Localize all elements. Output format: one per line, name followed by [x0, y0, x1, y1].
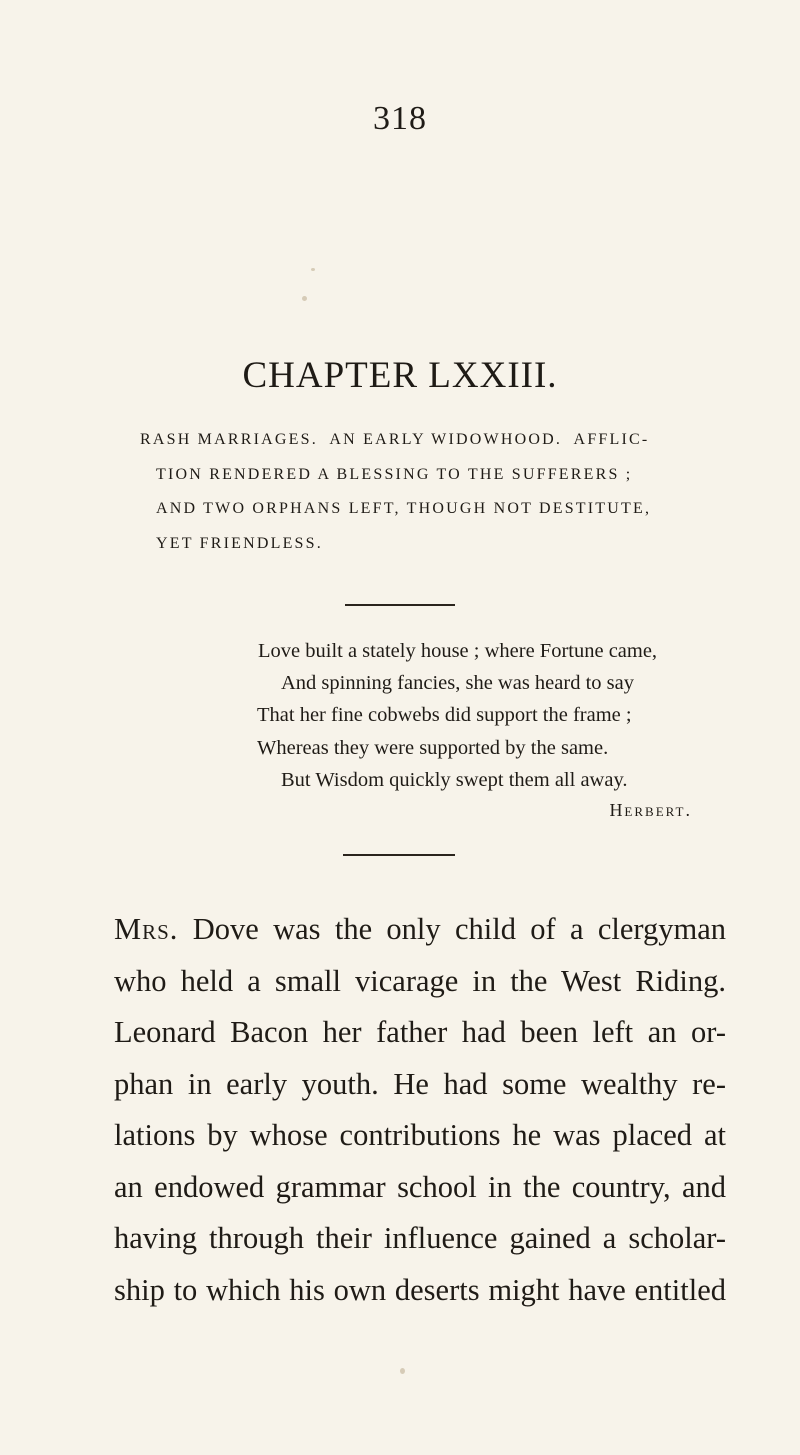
- paper-speck: [311, 268, 315, 271]
- divider-rule: [345, 604, 455, 606]
- paper-speck: [302, 296, 307, 301]
- divider-rule: [343, 854, 455, 856]
- argument-line: TION RENDERED A BLESSING TO THE SUFFERERS ;: [156, 465, 633, 483]
- epigraph-line: And spinning fancies, she was heard to say: [281, 672, 634, 694]
- argument-line: RASH MARRIAGES. AN EARLY WIDOWHOOD. AFFLIC-: [140, 431, 650, 448]
- epigraph-line: Whereas they were supported by the same.: [257, 737, 609, 759]
- body-line: who held a small vicarage in the West Riding.: [114, 963, 726, 998]
- body-line: phan in early youth. He had some wealthy re-: [114, 1066, 726, 1101]
- body-line: lations by whose contributions he was placed at: [114, 1118, 726, 1152]
- epigraph-line: But Wisdom quickly swept them all away.: [281, 769, 628, 791]
- body-line: having through their influence gained a scholar-: [114, 1221, 726, 1255]
- page-number: 318: [373, 100, 427, 137]
- body-line: ship to which his own deserts might have entitled: [114, 1272, 726, 1307]
- body-line: Mrs. Dove was the only child of a clergyman: [114, 912, 726, 946]
- body-line: an endowed grammar school in the country, and: [114, 1169, 726, 1204]
- epigraph-line: Love built a stately house ; where Fortune came,: [258, 640, 658, 662]
- body-text: [114, 904, 726, 1316]
- chapter-argument: [140, 423, 742, 561]
- epigraph-attribution: Herbert.: [609, 800, 692, 820]
- chapter-title: CHAPTER LXXIII.: [242, 355, 558, 396]
- body-line: Leonard Bacon her father had been left an or-: [114, 1015, 726, 1049]
- argument-line: YET FRIENDLESS.: [156, 534, 323, 552]
- argument-line: AND TWO ORPHANS LEFT, THOUGH NOT DESTITUTE,: [156, 500, 652, 517]
- body-lead: Mrs.: [114, 912, 179, 946]
- epigraph-line: That her fine cobwebs did support the frame ;: [257, 704, 632, 726]
- paper-speck: [400, 1368, 405, 1374]
